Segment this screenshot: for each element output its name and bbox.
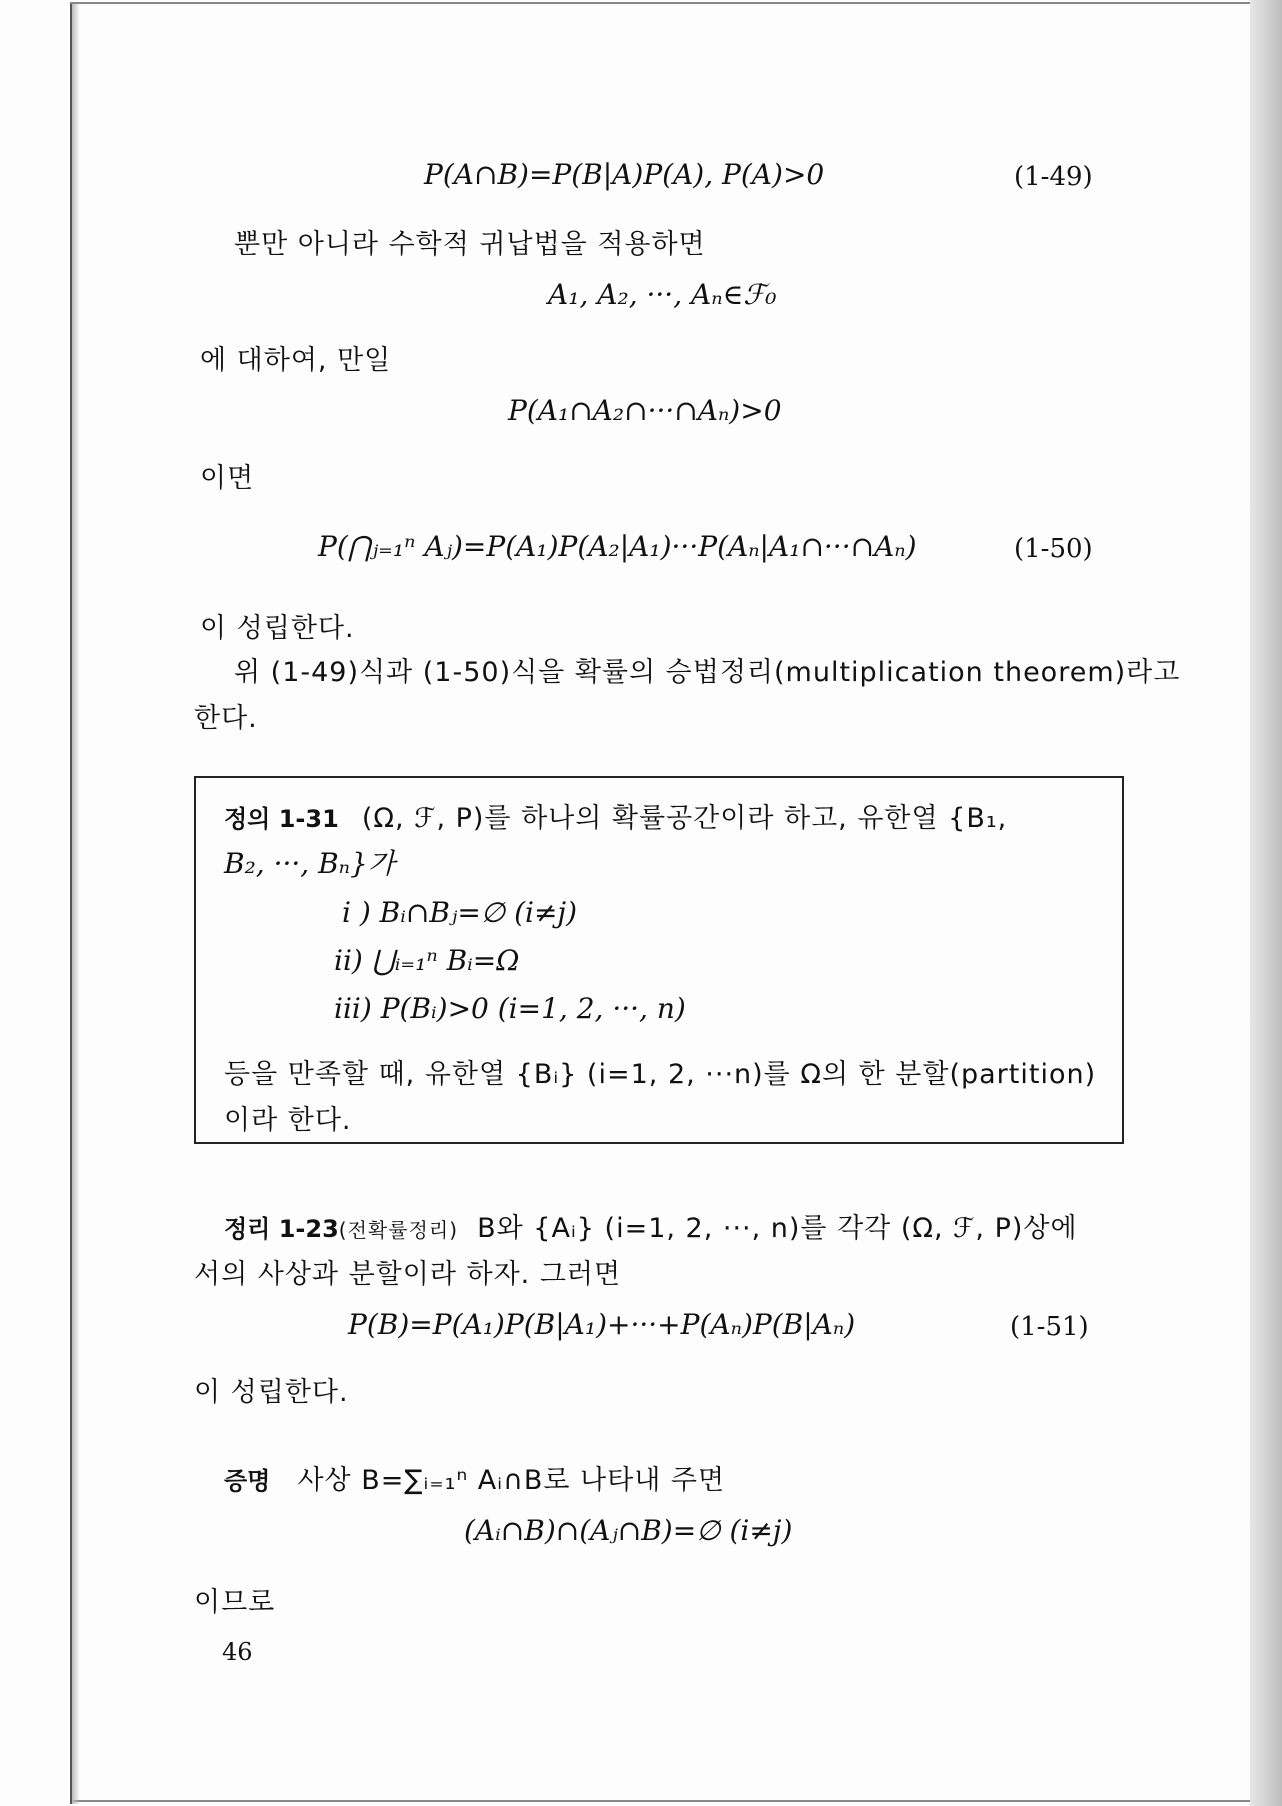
page-bottom-edge xyxy=(70,1800,1250,1802)
equation-1-49: P(A∩B)=P(B|A)P(A), P(A)>0 xyxy=(424,158,825,191)
text-line: 한다. xyxy=(194,703,258,734)
definition-text: 이라 한다. xyxy=(224,1105,352,1136)
theorem-first-line xyxy=(224,1206,1078,1245)
definition-label: 정의 1-31 xyxy=(224,805,339,833)
theorem-text: 서의 사상과 분할이라 하자. 그러면 xyxy=(194,1259,622,1290)
theorem-label: 정리 1-23 xyxy=(224,1215,339,1243)
definition-first-line xyxy=(224,796,1007,835)
theorem-text: 이 성립한다. xyxy=(194,1377,349,1408)
text-line: 이 성립한다. xyxy=(200,613,355,644)
text-line: 뿐만 아니라 수학적 귀납법을 적용하면 xyxy=(234,229,706,260)
equation-number-1-51: (1-51) xyxy=(1010,1312,1089,1342)
theorem-text: B와 {Aᵢ} (i=1, 2, ···, n)를 각각 (Ω, ℱ, P)상에 xyxy=(477,1213,1078,1244)
text-line: 위 (1-49)식과 (1-50)식을 확률의 승법정리(multiplication theorem)라고 xyxy=(234,657,1181,688)
text-line: 이면 xyxy=(200,463,255,494)
definition-condition-ii: ii) ⋃ᵢ₌₁ⁿ Bᵢ=Ω xyxy=(334,944,520,977)
proof-label: 증명 xyxy=(224,1467,271,1495)
theorem-subtitle: (전확률정리) xyxy=(338,1218,459,1242)
equation-1-50: P(⋂ⱼ₌₁ⁿ Aⱼ)=P(A₁)P(A₂|A₁)···P(Aₙ|A₁∩···∩Aₙ) xyxy=(318,530,917,563)
definition-text: B₂, ···, Bₙ}가 xyxy=(224,847,395,880)
page-right-shadow xyxy=(1250,0,1282,1806)
condition-expression: P(A₁∩A₂∩···∩Aₙ)>0 xyxy=(508,394,782,427)
proof-first-line xyxy=(224,1458,725,1497)
definition-text: (Ω, ℱ, P)를 하나의 확률공간이라 하고, 유한열 {B₁, xyxy=(361,803,1008,834)
page-number: 46 xyxy=(222,1638,253,1666)
definition-text: 등을 만족할 때, 유한열 {Bᵢ} (i=1, 2, ···n)를 Ω의 한 분할(partition) xyxy=(224,1059,1097,1090)
equation-number-1-50: (1-50) xyxy=(1014,534,1093,564)
page-left-shadow xyxy=(72,4,80,1804)
page-top-edge xyxy=(70,2,1250,4)
text-line: 에 대하여, 만일 xyxy=(200,345,392,376)
definition-condition-i: i ) Bᵢ∩Bⱼ=∅ (i≠j) xyxy=(342,896,578,929)
proof-text: 사상 B=∑ᵢ₌₁ⁿ Aᵢ∩B로 나타내 주면 xyxy=(297,1465,726,1496)
set-expression: A₁, A₂, ···, Aₙ∈ℱ₀ xyxy=(548,278,777,311)
equation-number-1-49: (1-49) xyxy=(1014,162,1093,192)
equation-1-51: P(B)=P(A₁)P(B|A₁)+···+P(Aₙ)P(B|Aₙ) xyxy=(348,1308,856,1341)
proof-equation: (Aᵢ∩B)∩(Aⱼ∩B)=∅ (i≠j) xyxy=(464,1514,793,1547)
definition-condition-iii: iii) P(Bᵢ)>0 (i=1, 2, ···, n) xyxy=(334,992,686,1025)
proof-text: 이므로 xyxy=(194,1587,276,1618)
